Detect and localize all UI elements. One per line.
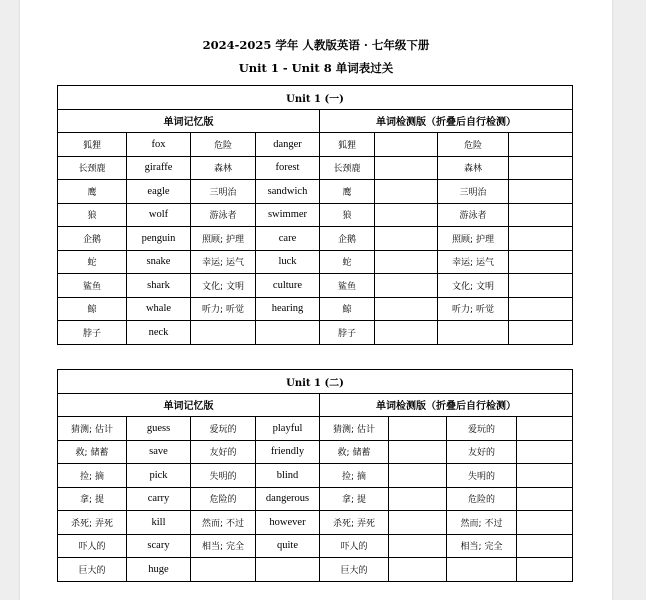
table-row — [58, 297, 573, 321]
chinese-word-cell: 鹰 — [58, 180, 127, 204]
document-subtitle: Unit 1 - Unit 8 单词表过关 — [238, 61, 394, 75]
test-answer-blank — [517, 511, 573, 535]
test-chinese-cell: 企鹅 — [320, 227, 375, 251]
test-chinese-cell: 蛇 — [320, 250, 375, 274]
chinese-word-cell: 幸运; 运气 — [191, 250, 256, 274]
test-chinese-cell: 友好的 — [447, 440, 517, 464]
test-answer-blank — [389, 417, 447, 441]
test-chinese-cell: 鲸 — [320, 297, 375, 321]
test-answer-blank — [375, 297, 438, 321]
test-chinese-cell: 文化; 文明 — [438, 274, 509, 298]
test-chinese-cell: 巨大的 — [320, 558, 389, 582]
test-chinese-cell: 捡; 摘 — [320, 464, 389, 488]
table-row — [58, 250, 573, 274]
english-word-cell: guess — [127, 417, 191, 441]
test-answer-blank — [375, 227, 438, 251]
test-answer-blank — [509, 297, 573, 321]
unit-title-row — [58, 370, 573, 394]
test-chinese-cell: 猜测; 估计 — [320, 417, 389, 441]
test-answer-blank — [389, 464, 447, 488]
chinese-word-cell: 友好的 — [191, 440, 256, 464]
chinese-word-cell: 巨大的 — [58, 558, 127, 582]
test-answer-blank — [389, 511, 447, 535]
table-row — [58, 274, 573, 298]
chinese-word-cell: 危险的 — [191, 487, 256, 511]
english-word-cell: swimmer — [256, 203, 320, 227]
test-chinese-cell: 杀死; 弄死 — [320, 511, 389, 535]
english-word-cell: culture — [256, 274, 320, 298]
english-word-cell: sandwich — [256, 180, 320, 204]
chinese-word-cell: 救; 储蓄 — [58, 440, 127, 464]
chinese-word-cell: 拿; 提 — [58, 487, 127, 511]
chinese-word-cell: 听力; 听觉 — [191, 297, 256, 321]
test-chinese-cell: 危险的 — [447, 487, 517, 511]
chinese-word-cell: 捡; 摘 — [58, 464, 127, 488]
chinese-word-cell: 照顾; 护理 — [191, 227, 256, 251]
chinese-word-cell: 危险 — [191, 133, 256, 157]
test-answer-blank — [509, 227, 573, 251]
table-row — [58, 417, 573, 441]
english-word-cell: kill — [127, 511, 191, 535]
english-word-cell: giraffe — [127, 156, 191, 180]
test-chinese-cell: 失明的 — [447, 464, 517, 488]
english-word-cell: neck — [127, 321, 191, 345]
english-word-cell: save — [127, 440, 191, 464]
test-answer-blank — [389, 440, 447, 464]
test-answer-blank — [375, 274, 438, 298]
test-answer-blank — [509, 180, 573, 204]
test-answer-blank — [509, 156, 573, 180]
test-answer-blank — [517, 534, 573, 558]
table-row — [58, 180, 573, 204]
table-row — [58, 321, 573, 345]
chinese-word-cell: 然而; 不过 — [191, 511, 256, 535]
english-word-cell: hearing — [256, 297, 320, 321]
test-chinese-cell: 鹰 — [320, 180, 375, 204]
chinese-word-cell — [191, 558, 256, 582]
test-answer-blank — [517, 417, 573, 441]
test-chinese-cell: 然而; 不过 — [447, 511, 517, 535]
chinese-word-cell: 游泳者 — [191, 203, 256, 227]
vocab-table-unit1-part2 — [57, 369, 573, 582]
chinese-word-cell: 长颈鹿 — [58, 156, 127, 180]
english-word-cell: quite — [256, 534, 320, 558]
test-chinese-cell: 爱玩的 — [447, 417, 517, 441]
table-row — [58, 133, 573, 157]
table-row — [58, 487, 573, 511]
table-row — [58, 534, 573, 558]
english-word-cell: eagle — [127, 180, 191, 204]
test-answer-blank — [517, 464, 573, 488]
test-answer-blank — [375, 180, 438, 204]
english-word-cell — [256, 558, 320, 582]
test-chinese-cell: 相当; 完全 — [447, 534, 517, 558]
test-chinese-cell: 鲨鱼 — [320, 274, 375, 298]
english-word-cell — [256, 321, 320, 345]
test-chinese-cell: 脖子 — [320, 321, 375, 345]
chinese-word-cell: 相当; 完全 — [191, 534, 256, 558]
table-row — [58, 440, 573, 464]
chinese-word-cell: 文化; 文明 — [191, 274, 256, 298]
english-word-cell: carry — [127, 487, 191, 511]
test-chinese-cell: 幸运; 运气 — [438, 250, 509, 274]
english-word-cell: luck — [256, 250, 320, 274]
vocab-table-unit1-part1 — [57, 85, 573, 345]
test-answer-blank — [509, 274, 573, 298]
test-answer-blank — [375, 156, 438, 180]
table-row — [58, 203, 573, 227]
chinese-word-cell: 企鹅 — [58, 227, 127, 251]
test-answer-blank — [375, 203, 438, 227]
chinese-word-cell: 鲸 — [58, 297, 127, 321]
test-answer-blank — [509, 133, 573, 157]
test-chinese-cell: 森林 — [438, 156, 509, 180]
english-word-cell: shark — [127, 274, 191, 298]
test-chinese-cell: 游泳者 — [438, 203, 509, 227]
test-chinese-cell: 照顾; 护理 — [438, 227, 509, 251]
test-answer-blank — [509, 250, 573, 274]
table-row — [58, 156, 573, 180]
english-word-cell: playful — [256, 417, 320, 441]
test-answer-blank — [517, 558, 573, 582]
unit-title: Unit 1 (一) — [58, 86, 573, 110]
table-row — [58, 558, 573, 582]
english-word-cell: snake — [127, 250, 191, 274]
memory-version-header: 单词记忆版 — [58, 109, 320, 133]
english-word-cell: whale — [127, 297, 191, 321]
chinese-word-cell: 森林 — [191, 156, 256, 180]
test-chinese-cell: 长颈鹿 — [320, 156, 375, 180]
test-answer-blank — [517, 440, 573, 464]
english-word-cell: forest — [256, 156, 320, 180]
unit-title-row — [58, 86, 573, 110]
memory-version-header: 单词记忆版 — [58, 393, 320, 417]
english-word-cell: danger — [256, 133, 320, 157]
english-word-cell: dangerous — [256, 487, 320, 511]
chinese-word-cell: 狐狸 — [58, 133, 127, 157]
test-chinese-cell: 救; 储蓄 — [320, 440, 389, 464]
table-row — [58, 464, 573, 488]
english-word-cell: pick — [127, 464, 191, 488]
test-chinese-cell: 狼 — [320, 203, 375, 227]
document-title: 2024-2025 学年 人教版英语 · 七年级下册 — [202, 38, 430, 52]
chinese-word-cell: 失明的 — [191, 464, 256, 488]
document-page — [20, 0, 612, 600]
test-chinese-cell: 三明治 — [438, 180, 509, 204]
english-word-cell: wolf — [127, 203, 191, 227]
chinese-word-cell: 猜测; 估计 — [58, 417, 127, 441]
test-answer-blank — [517, 487, 573, 511]
test-answer-blank — [509, 321, 573, 345]
test-answer-blank — [375, 321, 438, 345]
test-chinese-cell: 听力; 听觉 — [438, 297, 509, 321]
english-word-cell: however — [256, 511, 320, 535]
test-answer-blank — [389, 534, 447, 558]
test-chinese-cell: 狐狸 — [320, 133, 375, 157]
test-chinese-cell: 危险 — [438, 133, 509, 157]
chinese-word-cell: 蛇 — [58, 250, 127, 274]
test-chinese-cell — [447, 558, 517, 582]
chinese-word-cell: 杀死; 弄死 — [58, 511, 127, 535]
test-version-header: 单词检测版（折叠后自行检测） — [320, 393, 573, 417]
table-row — [58, 511, 573, 535]
chinese-word-cell: 三明治 — [191, 180, 256, 204]
test-chinese-cell — [438, 321, 509, 345]
test-answer-blank — [509, 203, 573, 227]
table-row — [58, 227, 573, 251]
unit-title: Unit 1 (二) — [58, 370, 573, 394]
test-answer-blank — [389, 558, 447, 582]
test-chinese-cell: 吓人的 — [320, 534, 389, 558]
english-word-cell: blind — [256, 464, 320, 488]
chinese-word-cell — [191, 321, 256, 345]
chinese-word-cell: 吓人的 — [58, 534, 127, 558]
chinese-word-cell: 狼 — [58, 203, 127, 227]
test-answer-blank — [375, 133, 438, 157]
test-answer-blank — [375, 250, 438, 274]
english-word-cell: huge — [127, 558, 191, 582]
test-answer-blank — [389, 487, 447, 511]
chinese-word-cell: 脖子 — [58, 321, 127, 345]
chinese-word-cell: 爱玩的 — [191, 417, 256, 441]
section-header-row — [58, 109, 573, 133]
english-word-cell: penguin — [127, 227, 191, 251]
section-header-row — [58, 393, 573, 417]
test-chinese-cell: 拿; 提 — [320, 487, 389, 511]
english-word-cell: fox — [127, 133, 191, 157]
english-word-cell: scary — [127, 534, 191, 558]
english-word-cell: care — [256, 227, 320, 251]
test-version-header: 单词检测版（折叠后自行检测） — [320, 109, 573, 133]
chinese-word-cell: 鲨鱼 — [58, 274, 127, 298]
english-word-cell: friendly — [256, 440, 320, 464]
